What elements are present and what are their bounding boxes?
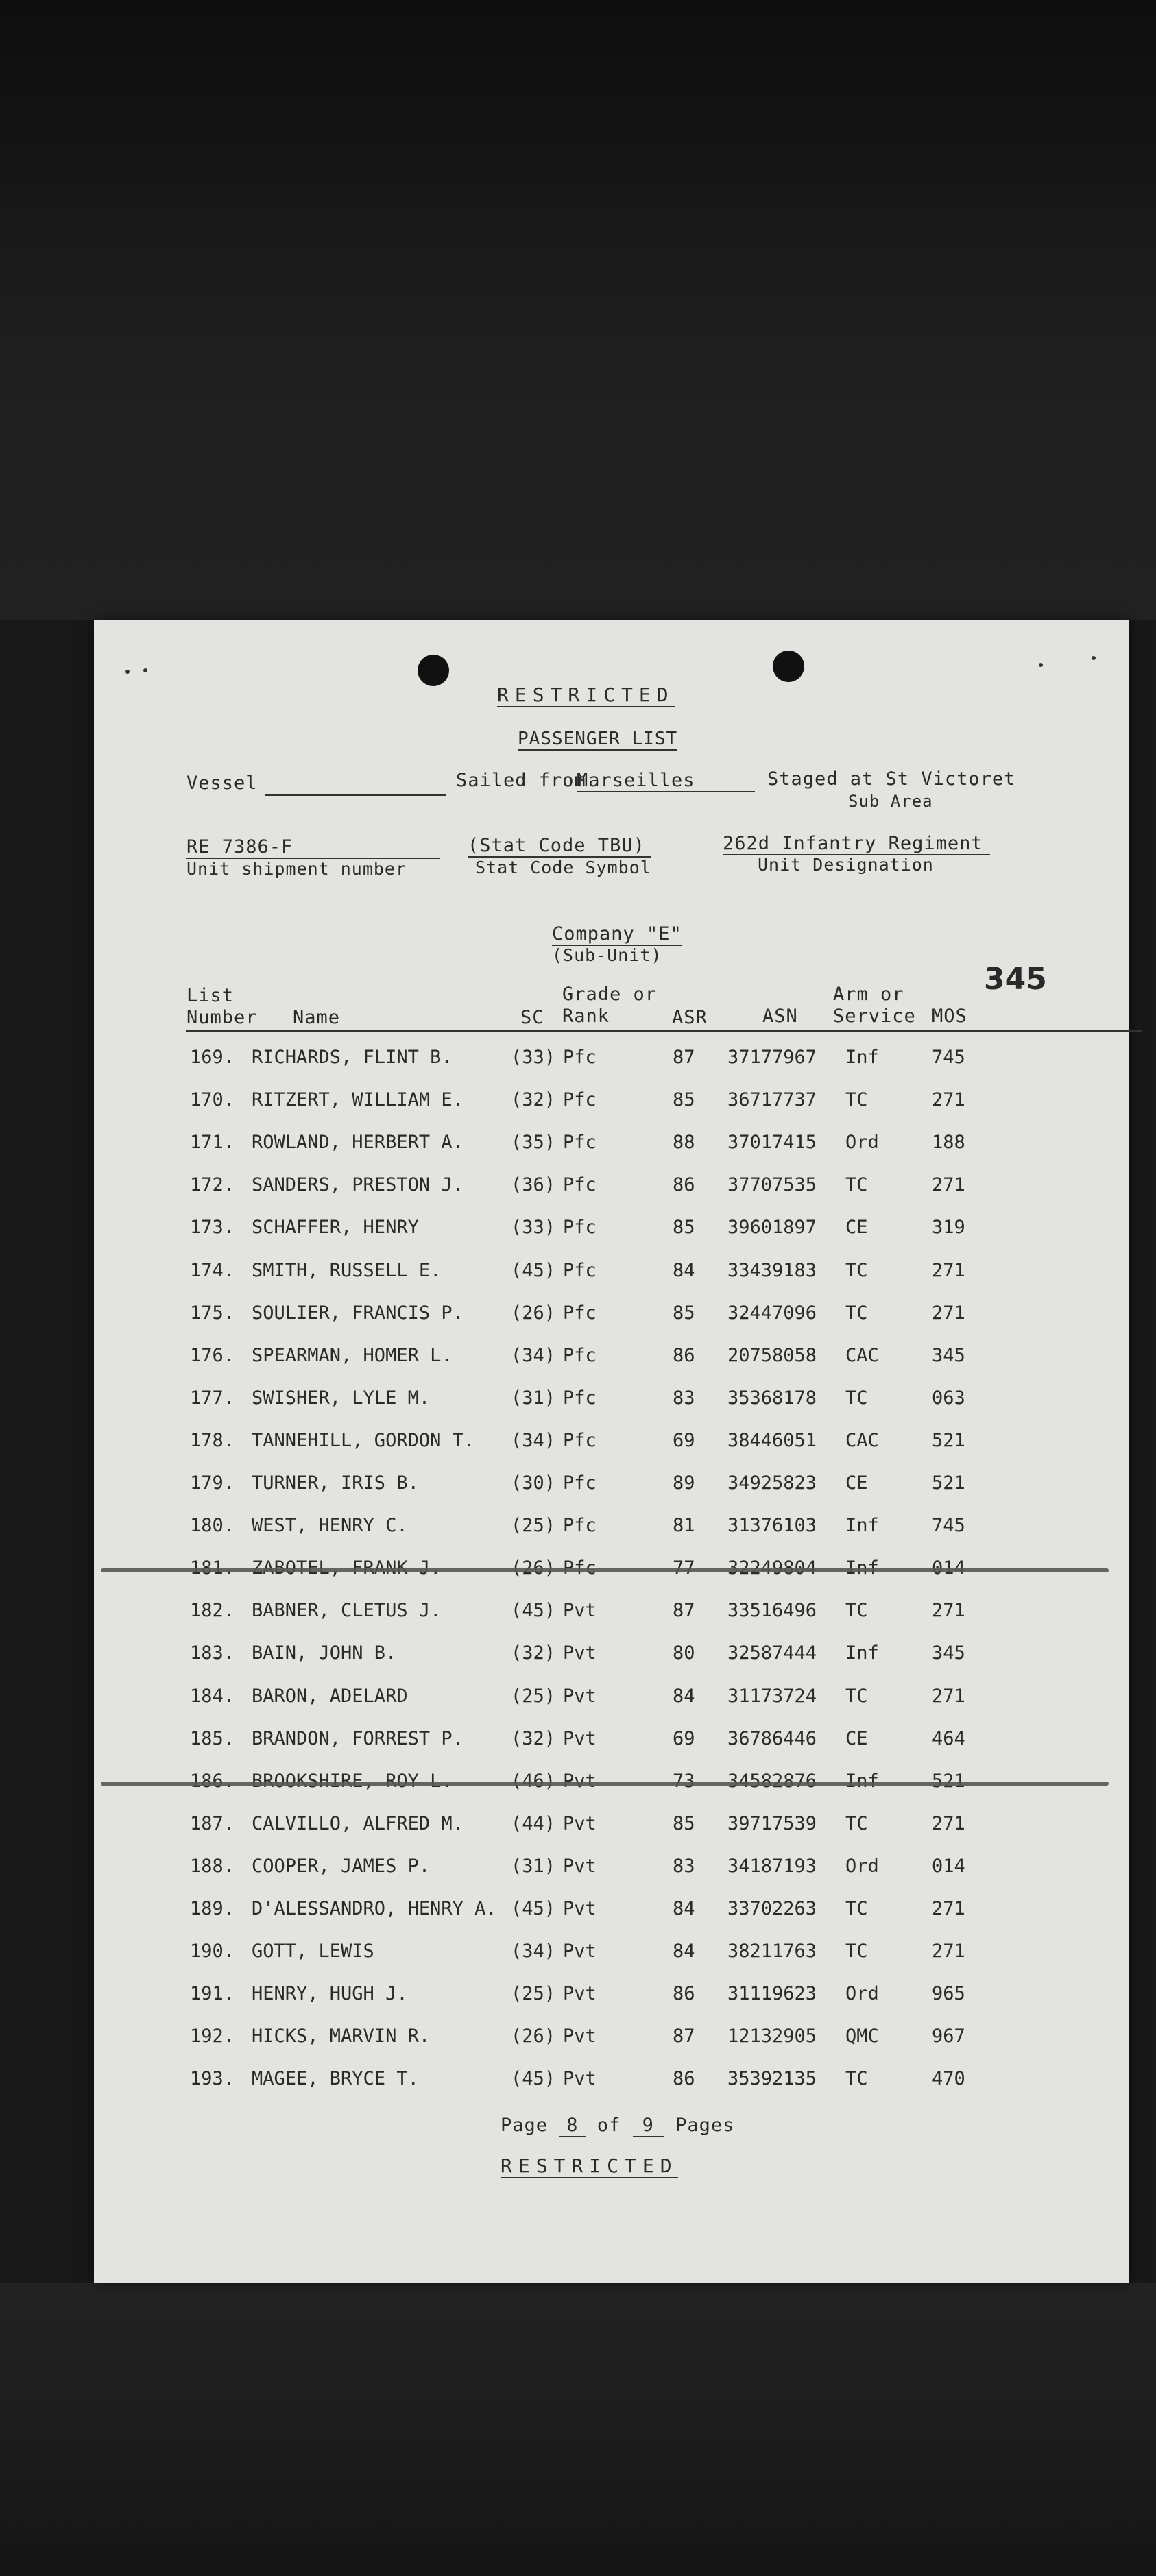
passenger-name: BAIN, JOHN B. — [252, 1642, 397, 1664]
mos: 319 — [932, 1217, 965, 1239]
list-number: 190. — [190, 1941, 235, 1963]
asr: 80 — [673, 1642, 695, 1664]
restricted-heading: RESTRICTED — [497, 683, 675, 706]
list-number: 179. — [190, 1472, 235, 1494]
asn: 38211763 — [727, 1941, 817, 1963]
page-label: Page — [501, 2115, 549, 2136]
asn: 35392135 — [727, 2068, 817, 2090]
rank: Pfc — [563, 1429, 597, 1451]
company-value: Company "E" — [552, 923, 682, 945]
asn: 31119623 — [727, 1983, 817, 2005]
mos: 271 — [932, 1174, 965, 1196]
table-row — [94, 2026, 1129, 2053]
asn: 20758058 — [727, 1344, 817, 1366]
asn: 33439183 — [727, 1259, 817, 1281]
asr: 69 — [673, 1429, 695, 1451]
list-number: 193. — [190, 2068, 235, 2090]
list-number: 188. — [190, 1855, 235, 1877]
service-code: (26) — [511, 2026, 556, 2048]
col-asr: ASR — [672, 1007, 708, 1028]
asr: 87 — [673, 1047, 695, 1068]
asn: 39601897 — [727, 1217, 817, 1239]
asr: 87 — [673, 1600, 695, 1622]
table-row — [94, 1430, 1129, 1457]
list-number: 177. — [190, 1387, 235, 1409]
table-row — [94, 1260, 1129, 1287]
asr: 86 — [673, 1174, 695, 1196]
col-arm-bottom: Service — [833, 1006, 916, 1027]
col-list-bottom: Number — [186, 1007, 258, 1028]
list-number: 189. — [190, 1898, 235, 1919]
table-row — [94, 1217, 1129, 1244]
header-rule — [186, 1030, 1142, 1032]
service-code: (25) — [511, 1685, 556, 1707]
arm-of-service: TC — [845, 1259, 868, 1281]
arm-of-service: TC — [845, 1089, 868, 1111]
arm-of-service: CE — [845, 1727, 868, 1749]
asr: 85 — [673, 1812, 695, 1834]
table-row — [94, 1642, 1129, 1670]
arm-of-service: TC — [845, 1685, 868, 1707]
arm-of-service: TC — [845, 1387, 868, 1409]
speck — [1092, 656, 1096, 660]
restricted-footer: RESTRICTED — [501, 2154, 678, 2177]
mos: 271 — [932, 1259, 965, 1281]
passenger-name: SMITH, RUSSELL E. — [252, 1259, 442, 1281]
table-row — [94, 1728, 1129, 1755]
table-row — [94, 1302, 1129, 1330]
asr: 83 — [673, 1855, 695, 1877]
list-number: 191. — [190, 1983, 235, 2005]
col-grade-top: Grade or — [562, 984, 658, 1005]
rank: Pvt — [563, 1600, 597, 1622]
mos: 745 — [932, 1047, 965, 1068]
table-row — [94, 1557, 1129, 1585]
rank: Pfc — [563, 1174, 597, 1196]
unit-shipment-label: Unit shipment number — [186, 859, 407, 879]
service-code: (31) — [511, 1855, 556, 1877]
rank: Pfc — [563, 1515, 597, 1537]
asn: 39717539 — [727, 1812, 817, 1834]
rank: Pvt — [563, 2068, 597, 2090]
asr: 89 — [673, 1472, 695, 1494]
service-code: (35) — [511, 1132, 556, 1154]
rank: Pfc — [563, 1259, 597, 1281]
mos: 521 — [932, 1429, 965, 1451]
list-number: 173. — [190, 1217, 235, 1239]
rank: Pfc — [563, 1047, 597, 1068]
asn: 33516496 — [727, 1600, 817, 1622]
punch-hole-left — [418, 655, 449, 686]
table-row — [94, 1515, 1129, 1542]
asr: 83 — [673, 1387, 695, 1409]
arm-of-service: TC — [845, 1941, 868, 1963]
arm-of-service: Inf — [845, 1642, 879, 1664]
asr: 84 — [673, 1685, 695, 1707]
col-list-top: List — [186, 985, 234, 1006]
service-code: (36) — [511, 1174, 556, 1196]
rank: Pvt — [563, 1685, 597, 1707]
passenger-name: TANNEHILL, GORDON T. — [252, 1429, 475, 1451]
list-number: 169. — [190, 1047, 235, 1068]
col-mos: MOS — [932, 1006, 967, 1027]
passenger-name: GOTT, LEWIS — [252, 1941, 374, 1963]
page-number: 8 — [559, 2115, 585, 2137]
table-row — [94, 1345, 1129, 1372]
arm-of-service: Ord — [845, 1855, 879, 1877]
arm-of-service: Inf — [845, 1515, 879, 1537]
service-code: (30) — [511, 1472, 556, 1494]
passenger-name: SANDERS, PRESTON J. — [252, 1174, 463, 1196]
rank: Pvt — [563, 1941, 597, 1963]
mos: 063 — [932, 1387, 965, 1409]
rank: Pfc — [563, 1472, 597, 1494]
asn: 33702263 — [727, 1898, 817, 1919]
arm-of-service: Inf — [845, 1047, 879, 1068]
service-code: (25) — [511, 1515, 556, 1537]
table-row — [94, 1047, 1129, 1074]
service-code: (25) — [511, 1983, 556, 2005]
service-code: (31) — [511, 1387, 556, 1409]
service-code: (34) — [511, 1941, 556, 1963]
arm-of-service: CE — [845, 1217, 868, 1239]
mos: 345 — [932, 1344, 965, 1366]
list-number: 187. — [190, 1812, 235, 1834]
mos: 271 — [932, 1685, 965, 1707]
asr: 85 — [673, 1089, 695, 1111]
speck — [143, 668, 147, 672]
passenger-name: TURNER, IRIS B. — [252, 1472, 419, 1494]
passenger-name: CALVILLO, ALFRED M. — [252, 1812, 463, 1834]
page-total: 9 — [633, 2115, 664, 2137]
arm-of-service: CAC — [845, 1344, 879, 1366]
sub-unit-label: (Sub-Unit) — [552, 945, 662, 965]
arm-of-service: Ord — [845, 1983, 879, 2005]
asn: 31376103 — [727, 1515, 817, 1537]
rank: Pvt — [563, 1642, 597, 1664]
table-row — [94, 1771, 1129, 1798]
list-number: 170. — [190, 1089, 235, 1111]
rank: Pfc — [563, 1217, 597, 1239]
passenger-name: HENRY, HUGH J. — [252, 1983, 408, 2005]
stat-code-value: (Stat Code TBU) — [468, 835, 651, 858]
passenger-name: RITZERT, WILLIAM E. — [252, 1089, 463, 1111]
passenger-name: BRANDON, FORREST P. — [252, 1727, 463, 1749]
list-number: 182. — [190, 1600, 235, 1622]
asr: 87 — [673, 2026, 695, 2048]
passenger-name: SWISHER, LYLE M. — [252, 1387, 431, 1409]
asn: 37017415 — [727, 1132, 817, 1154]
vessel-blank — [265, 794, 446, 796]
list-number: 183. — [190, 1642, 235, 1664]
arm-of-service: TC — [845, 2068, 868, 2090]
table-row — [94, 1898, 1129, 1925]
list-number: 174. — [190, 1259, 235, 1281]
arm-of-service: TC — [845, 1600, 868, 1622]
table-row — [94, 1472, 1129, 1500]
service-code: (32) — [511, 1642, 556, 1664]
asn: 37707535 — [727, 1174, 817, 1196]
arm-of-service: CE — [845, 1472, 868, 1494]
list-number: 192. — [190, 2026, 235, 2048]
passenger-name: ROWLAND, HERBERT A. — [252, 1132, 463, 1154]
document-page — [94, 620, 1129, 2283]
unit-designation-label: Unit Designation — [758, 855, 934, 875]
list-number: 171. — [190, 1132, 235, 1154]
mos: 345 — [932, 1642, 965, 1664]
vessel-label: Vessel — [186, 773, 258, 794]
service-code: (45) — [511, 1600, 556, 1622]
asn: 37177967 — [727, 1047, 817, 1068]
of-label: of — [597, 2115, 621, 2136]
passenger-name: BABNER, CLETUS J. — [252, 1600, 442, 1622]
page-footer — [501, 2115, 734, 2136]
asn: 32587444 — [727, 1642, 817, 1664]
mos: 967 — [932, 2026, 965, 2048]
table-row — [94, 2068, 1129, 2095]
asr: 81 — [673, 1515, 695, 1537]
page-title: PASSENGER LIST — [518, 729, 678, 749]
col-asn: ASN — [762, 1006, 798, 1027]
table-row — [94, 1686, 1129, 1713]
page-stamp-number: 345 — [984, 962, 1047, 997]
asr: 84 — [673, 1259, 695, 1281]
asr: 84 — [673, 1941, 695, 1963]
rank: Pvt — [563, 1983, 597, 2005]
strike-through-line — [101, 1782, 1109, 1786]
service-code: (26) — [511, 1302, 556, 1324]
asr: 86 — [673, 1344, 695, 1366]
table-row — [94, 1600, 1129, 1627]
list-number: 178. — [190, 1429, 235, 1451]
rank: Pvt — [563, 1812, 597, 1834]
sub-area-label: Sub Area — [848, 792, 933, 811]
pages-label: Pages — [675, 2115, 735, 2136]
arm-of-service: TC — [845, 1302, 868, 1324]
mos: 521 — [932, 1472, 965, 1494]
rank: Pfc — [563, 1302, 597, 1324]
sailed-from-label: Sailed from — [456, 770, 586, 791]
arm-of-service: TC — [845, 1174, 868, 1196]
speck — [1039, 663, 1043, 667]
service-code: (45) — [511, 2068, 556, 2090]
arm-of-service: TC — [845, 1812, 868, 1834]
staged-label: Staged at St Victoret — [767, 768, 1016, 790]
punch-hole-right — [773, 651, 804, 682]
passenger-name: SOULIER, FRANCIS P. — [252, 1302, 463, 1324]
unit-shipment-value: RE 7386-F — [186, 836, 440, 859]
passenger-name: SPEARMAN, HOMER L. — [252, 1344, 453, 1366]
asn: 12132905 — [727, 2026, 817, 2048]
film-border-bottom — [0, 2283, 1156, 2576]
list-number: 175. — [190, 1302, 235, 1324]
unit-designation-value: 262d Infantry Regiment — [723, 833, 990, 855]
mos: 271 — [932, 1812, 965, 1834]
asn: 32447096 — [727, 1302, 817, 1324]
asr: 84 — [673, 1898, 695, 1919]
list-number: 180. — [190, 1515, 235, 1537]
service-code: (32) — [511, 1727, 556, 1749]
asr: 86 — [673, 2068, 695, 2090]
mos: 470 — [932, 2068, 965, 2090]
arm-of-service: QMC — [845, 2026, 879, 2048]
asn: 34187193 — [727, 1855, 817, 1877]
passenger-name: BARON, ADELARD — [252, 1685, 408, 1707]
asn: 35368178 — [727, 1387, 817, 1409]
passenger-name: RICHARDS, FLINT B. — [252, 1047, 453, 1068]
rank: Pfc — [563, 1344, 597, 1366]
passenger-name: COOPER, JAMES P. — [252, 1855, 431, 1877]
col-arm-top: Arm or — [833, 984, 904, 1005]
service-code: (45) — [511, 1898, 556, 1919]
passenger-name: D'ALESSANDRO, HENRY A. — [252, 1898, 497, 1919]
rank: Pvt — [563, 1855, 597, 1877]
strike-through-line — [101, 1568, 1109, 1572]
asr: 85 — [673, 1217, 695, 1239]
mos: 271 — [932, 1089, 965, 1111]
passenger-name: HICKS, MARVIN R. — [252, 2026, 431, 2048]
service-code: (34) — [511, 1344, 556, 1366]
asn: 36717737 — [727, 1089, 817, 1111]
col-sc: SC — [520, 1007, 544, 1028]
service-code: (33) — [511, 1047, 556, 1068]
passenger-name: SCHAFFER, HENRY — [252, 1217, 419, 1239]
service-code: (34) — [511, 1429, 556, 1451]
passenger-name: WEST, HENRY C. — [252, 1515, 408, 1537]
rank: Pfc — [563, 1089, 597, 1111]
list-number: 176. — [190, 1344, 235, 1366]
asn: 38446051 — [727, 1429, 817, 1451]
table-row — [94, 1813, 1129, 1840]
table-row — [94, 1132, 1129, 1159]
asr: 88 — [673, 1132, 695, 1154]
mos: 745 — [932, 1515, 965, 1537]
mos: 271 — [932, 1600, 965, 1622]
table-row — [94, 1941, 1129, 1968]
stat-code-label: Stat Code Symbol — [475, 858, 651, 877]
rank: Pfc — [563, 1387, 597, 1409]
asr: 85 — [673, 1302, 695, 1324]
list-number: 184. — [190, 1685, 235, 1707]
table-row — [94, 1089, 1129, 1117]
mos: 271 — [932, 1302, 965, 1324]
rank: Pfc — [563, 1132, 597, 1154]
list-number: 172. — [190, 1174, 235, 1196]
service-code: (33) — [511, 1217, 556, 1239]
film-border-top — [0, 0, 1156, 620]
asn: 31173724 — [727, 1685, 817, 1707]
mos: 464 — [932, 1727, 965, 1749]
arm-of-service: Ord — [845, 1132, 879, 1154]
table-row — [94, 1856, 1129, 1883]
service-code: (44) — [511, 1812, 556, 1834]
mos: 965 — [932, 1983, 965, 2005]
passenger-name: MAGEE, BRYCE T. — [252, 2068, 419, 2090]
rank: Pvt — [563, 1898, 597, 1919]
sailed-from-value: Marseilles — [577, 770, 755, 792]
col-grade-bottom: Rank — [562, 1006, 610, 1027]
col-name: Name — [293, 1007, 341, 1028]
table-row — [94, 1387, 1129, 1415]
service-code: (32) — [511, 1089, 556, 1111]
asr: 69 — [673, 1727, 695, 1749]
mos: 014 — [932, 1855, 965, 1877]
mos: 271 — [932, 1898, 965, 1919]
service-code: (45) — [511, 1259, 556, 1281]
arm-of-service: CAC — [845, 1429, 879, 1451]
rank: Pvt — [563, 2026, 597, 2048]
speck — [125, 670, 130, 674]
arm-of-service: TC — [845, 1898, 868, 1919]
table-row — [94, 1983, 1129, 2010]
mos: 271 — [932, 1941, 965, 1963]
asr: 86 — [673, 1983, 695, 2005]
rank: Pvt — [563, 1727, 597, 1749]
asn: 36786446 — [727, 1727, 817, 1749]
table-row — [94, 1174, 1129, 1202]
list-number: 185. — [190, 1727, 235, 1749]
mos: 188 — [932, 1132, 965, 1154]
asn: 34925823 — [727, 1472, 817, 1494]
